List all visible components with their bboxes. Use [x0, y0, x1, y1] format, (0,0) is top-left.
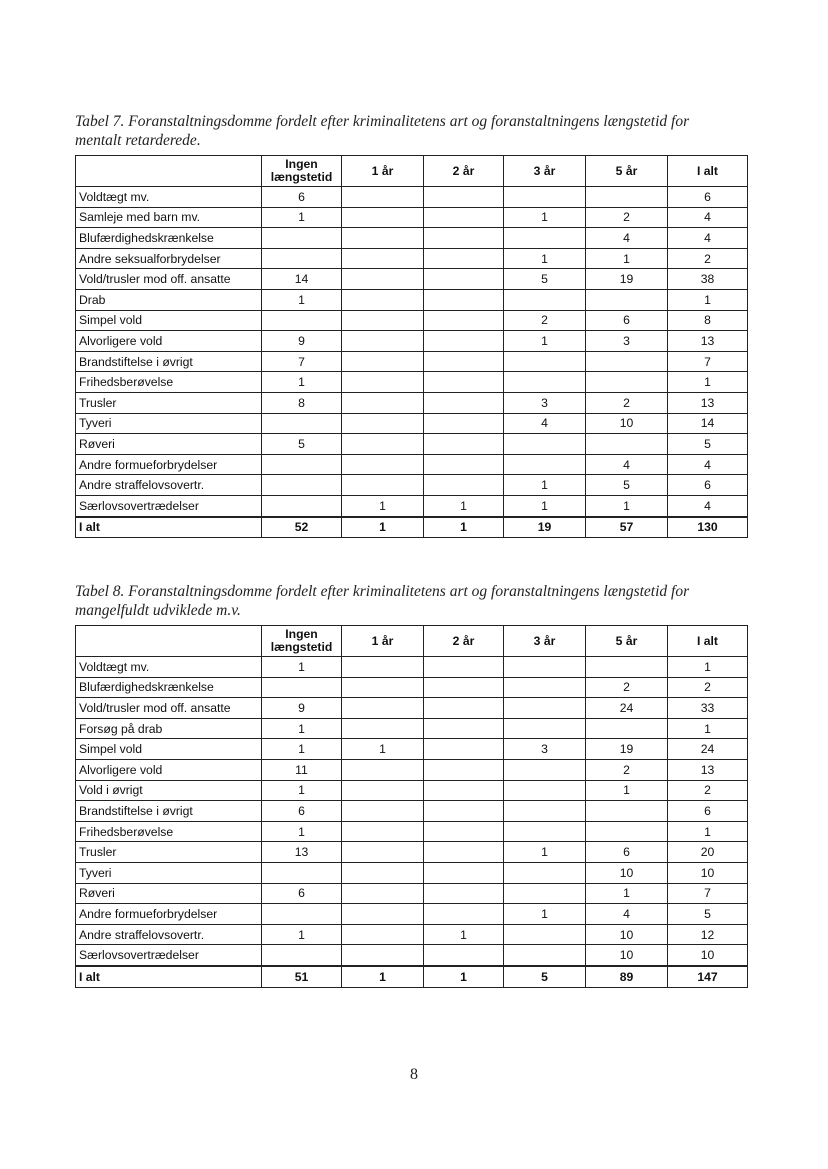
table-cell: 2	[504, 310, 586, 331]
table-cell: 1	[262, 924, 342, 945]
table-cell	[586, 821, 668, 842]
row-label: Frihedsberøvelse	[76, 821, 262, 842]
table-cell	[262, 945, 342, 966]
table-cell	[586, 718, 668, 739]
row-label: Andre straffelovsovertr.	[76, 475, 262, 496]
table-cell: 5	[586, 475, 668, 496]
table-cell: 1	[262, 718, 342, 739]
table-cell: 1	[668, 657, 748, 678]
table-cell: 19	[586, 739, 668, 760]
table-cell	[342, 677, 424, 698]
header-row	[76, 156, 748, 187]
table7	[75, 155, 748, 538]
table-row	[76, 454, 748, 475]
table-cell: 1	[342, 495, 424, 516]
row-label: Alvorligere vold	[76, 759, 262, 780]
table-cell: 33	[668, 698, 748, 719]
table-row	[76, 718, 748, 739]
row-label: Blufærdighedskrænkelse	[76, 677, 262, 698]
table-cell: 19	[586, 269, 668, 290]
row-label: Forsøg på drab	[76, 718, 262, 739]
table-cell: 8	[262, 392, 342, 413]
row-label: Vold/trusler mod off. ansatte	[76, 269, 262, 290]
table-cell: 4	[504, 413, 586, 434]
table-cell: 1	[504, 842, 586, 863]
table-cell: 4	[668, 228, 748, 249]
total-cell: 1	[342, 966, 424, 987]
table-cell: 6	[262, 187, 342, 208]
table-cell: 6	[586, 842, 668, 863]
table-row	[76, 698, 748, 719]
total-cell: 1	[342, 517, 424, 538]
row-label: Voldtægt mv.	[76, 187, 262, 208]
table-cell: 1	[262, 372, 342, 393]
table-row	[76, 739, 748, 760]
table-cell: 5	[668, 904, 748, 925]
row-label: Samleje med barn mv.	[76, 207, 262, 228]
table-cell: 10	[586, 924, 668, 945]
table-cell	[504, 351, 586, 372]
table-cell: 1	[586, 495, 668, 516]
table-cell	[424, 862, 504, 883]
table-cell	[342, 475, 424, 496]
table-row	[76, 351, 748, 372]
total-cell: 5	[504, 966, 586, 987]
table-cell	[342, 801, 424, 822]
column-header: 2 år	[424, 156, 504, 187]
table-row	[76, 475, 748, 496]
table-cell	[342, 413, 424, 434]
table-cell	[424, 207, 504, 228]
row-label: Tyveri	[76, 413, 262, 434]
column-header: 2 år	[424, 626, 504, 657]
table-cell: 4	[668, 454, 748, 475]
table-cell	[342, 248, 424, 269]
header-row	[76, 626, 748, 657]
table-cell	[342, 904, 424, 925]
table-cell: 1	[342, 739, 424, 760]
total-cell: 89	[586, 966, 668, 987]
table-cell	[262, 495, 342, 516]
table-cell	[262, 228, 342, 249]
row-label: Røveri	[76, 883, 262, 904]
table8-caption-line2: mangelfuldt udviklede m.v.	[75, 602, 241, 619]
total-cell: 51	[262, 966, 342, 987]
table-cell	[342, 883, 424, 904]
table-cell	[504, 434, 586, 455]
table-cell: 6	[668, 187, 748, 208]
table-cell: 4	[586, 904, 668, 925]
table-cell	[262, 904, 342, 925]
table-cell	[586, 434, 668, 455]
table-row	[76, 945, 748, 966]
table-cell: 1	[504, 904, 586, 925]
table-cell: 13	[668, 331, 748, 352]
table-cell	[424, 657, 504, 678]
table-cell: 2	[668, 780, 748, 801]
table-cell: 1	[504, 331, 586, 352]
table-cell: 1	[262, 739, 342, 760]
table-row	[76, 331, 748, 352]
total-cell: 130	[668, 517, 748, 538]
table-cell: 6	[586, 310, 668, 331]
table-cell	[504, 718, 586, 739]
table-cell	[342, 924, 424, 945]
row-label: Drab	[76, 289, 262, 310]
table-cell: 2	[668, 248, 748, 269]
table7-caption-line1: Tabel 7. Foranstaltningsdomme fordelt efter kriminalitetens art og foranstaltningens længstetid for	[75, 113, 690, 130]
table-cell: 11	[262, 759, 342, 780]
table-cell	[504, 801, 586, 822]
table-cell	[504, 883, 586, 904]
table8	[75, 625, 748, 988]
total-row	[76, 966, 748, 987]
table-cell: 1	[668, 718, 748, 739]
total-row	[76, 517, 748, 538]
table-row	[76, 801, 748, 822]
table-cell	[424, 310, 504, 331]
table-cell: 1	[424, 495, 504, 516]
total-cell: 57	[586, 517, 668, 538]
table-cell	[586, 372, 668, 393]
table7-caption-line2: mentalt retarderede.	[75, 132, 201, 149]
table-cell	[424, 413, 504, 434]
table-cell	[342, 657, 424, 678]
table-cell	[504, 821, 586, 842]
table-cell	[342, 945, 424, 966]
table-cell: 1	[262, 207, 342, 228]
page-number: 8	[410, 1066, 418, 1083]
table-row	[76, 289, 748, 310]
table-cell: 1	[424, 924, 504, 945]
table-row	[76, 780, 748, 801]
table-cell: 3	[504, 739, 586, 760]
table-cell	[504, 454, 586, 475]
column-header: 1 år	[342, 156, 424, 187]
table-cell: 14	[668, 413, 748, 434]
table-row	[76, 924, 748, 945]
table-cell: 10	[668, 862, 748, 883]
table-cell: 1	[586, 780, 668, 801]
table-cell	[342, 780, 424, 801]
row-label: Voldtægt mv.	[76, 657, 262, 678]
table-row	[76, 677, 748, 698]
table-cell	[424, 351, 504, 372]
table-cell	[504, 657, 586, 678]
row-label: Alvorligere vold	[76, 331, 262, 352]
table-cell	[342, 454, 424, 475]
table-cell	[586, 187, 668, 208]
table-cell: 2	[586, 207, 668, 228]
table-cell: 20	[668, 842, 748, 863]
table-cell	[424, 434, 504, 455]
column-header: 3 år	[504, 626, 586, 657]
total-label: I alt	[76, 966, 262, 987]
column-header: 3 år	[504, 156, 586, 187]
table-cell: 1	[668, 821, 748, 842]
table-cell: 13	[262, 842, 342, 863]
table-row	[76, 207, 748, 228]
table-row	[76, 187, 748, 208]
table-cell: 3	[504, 392, 586, 413]
column-header: Ingen længstetid	[262, 156, 342, 187]
table-cell: 38	[668, 269, 748, 290]
table-cell: 5	[668, 434, 748, 455]
table-cell: 2	[668, 677, 748, 698]
table-cell	[424, 780, 504, 801]
table-cell	[262, 454, 342, 475]
table-cell	[342, 372, 424, 393]
table-row	[76, 657, 748, 678]
row-label: Særlovsovertrædelser	[76, 945, 262, 966]
table-row	[76, 372, 748, 393]
table-cell	[424, 821, 504, 842]
table-cell: 7	[668, 351, 748, 372]
table-cell: 6	[668, 801, 748, 822]
table-cell	[342, 331, 424, 352]
total-cell: 1	[424, 966, 504, 987]
table-cell	[504, 187, 586, 208]
table-cell	[424, 904, 504, 925]
table-cell: 5	[504, 269, 586, 290]
table-row	[76, 413, 748, 434]
row-label: Vold i øvrigt	[76, 780, 262, 801]
table-cell	[262, 413, 342, 434]
table-row	[76, 310, 748, 331]
table-cell: 6	[262, 801, 342, 822]
table-cell: 1	[586, 883, 668, 904]
table-cell	[424, 883, 504, 904]
table-cell	[424, 392, 504, 413]
table-cell: 10	[586, 413, 668, 434]
table-cell	[342, 228, 424, 249]
table-cell	[424, 801, 504, 822]
table-cell	[504, 677, 586, 698]
table-cell	[424, 248, 504, 269]
table-cell	[342, 862, 424, 883]
table-cell: 13	[668, 759, 748, 780]
table-cell	[342, 289, 424, 310]
table-cell	[342, 310, 424, 331]
column-header: Ingen længstetid	[262, 626, 342, 657]
table-row	[76, 228, 748, 249]
table-cell: 7	[668, 883, 748, 904]
table-cell	[424, 739, 504, 760]
table-row	[76, 759, 748, 780]
table-cell	[342, 821, 424, 842]
table-row	[76, 269, 748, 290]
header-blank-cell	[76, 156, 262, 187]
table-cell: 8	[668, 310, 748, 331]
column-header: I alt	[668, 156, 748, 187]
table-cell: 14	[262, 269, 342, 290]
row-label: Andre straffelovsovertr.	[76, 924, 262, 945]
table-cell: 1	[504, 248, 586, 269]
table-row	[76, 434, 748, 455]
table-cell	[424, 289, 504, 310]
row-label: Brandstiftelse i øvrigt	[76, 351, 262, 372]
table-cell: 4	[586, 228, 668, 249]
table-cell	[504, 372, 586, 393]
table-cell	[424, 269, 504, 290]
table-cell: 2	[586, 759, 668, 780]
table-cell	[342, 269, 424, 290]
table-cell	[342, 434, 424, 455]
row-label: Blufærdighedskrænkelse	[76, 228, 262, 249]
total-cell: 19	[504, 517, 586, 538]
table-cell	[424, 718, 504, 739]
table-cell	[424, 677, 504, 698]
table-row	[76, 495, 748, 516]
table-cell	[504, 780, 586, 801]
table-cell	[504, 289, 586, 310]
table-cell	[342, 842, 424, 863]
table-cell: 10	[586, 862, 668, 883]
row-label: Simpel vold	[76, 310, 262, 331]
table-cell: 4	[586, 454, 668, 475]
table-cell: 13	[668, 392, 748, 413]
table-row	[76, 904, 748, 925]
table-cell: 12	[668, 924, 748, 945]
table-cell	[586, 657, 668, 678]
column-header: 5 år	[586, 626, 668, 657]
table-cell: 2	[586, 677, 668, 698]
table-cell	[586, 801, 668, 822]
table-cell: 9	[262, 698, 342, 719]
column-header: 5 år	[586, 156, 668, 187]
table-cell: 2	[586, 392, 668, 413]
table-cell	[504, 924, 586, 945]
column-header: I alt	[668, 626, 748, 657]
row-label: Frihedsberøvelse	[76, 372, 262, 393]
table-cell	[424, 475, 504, 496]
column-header: 1 år	[342, 626, 424, 657]
row-label: Trusler	[76, 392, 262, 413]
table-cell	[424, 945, 504, 966]
table-cell: 24	[668, 739, 748, 760]
table8-caption	[75, 582, 755, 620]
table-cell	[504, 945, 586, 966]
table-cell: 10	[586, 945, 668, 966]
table-cell	[424, 698, 504, 719]
table-cell	[342, 698, 424, 719]
table-cell	[424, 187, 504, 208]
table-cell	[504, 759, 586, 780]
table-cell: 1	[262, 821, 342, 842]
total-label: I alt	[76, 517, 262, 538]
table-cell: 1	[586, 248, 668, 269]
table-cell	[424, 372, 504, 393]
table-cell	[342, 187, 424, 208]
total-cell: 1	[424, 517, 504, 538]
table-cell: 1	[504, 475, 586, 496]
table-cell	[262, 475, 342, 496]
table-cell: 1	[262, 289, 342, 310]
table-cell	[586, 351, 668, 372]
row-label: Særlovsovertrædelser	[76, 495, 262, 516]
table-cell: 1	[668, 372, 748, 393]
table-cell	[504, 698, 586, 719]
table-cell: 6	[262, 883, 342, 904]
table7-caption	[75, 112, 755, 150]
table-cell	[342, 759, 424, 780]
table-cell	[342, 392, 424, 413]
row-label: Vold/trusler mod off. ansatte	[76, 698, 262, 719]
table-cell: 1	[262, 780, 342, 801]
table-cell: 5	[262, 434, 342, 455]
total-cell: 147	[668, 966, 748, 987]
table-cell: 3	[586, 331, 668, 352]
table-cell: 24	[586, 698, 668, 719]
row-label: Røveri	[76, 434, 262, 455]
table-cell	[424, 454, 504, 475]
table-cell: 4	[668, 207, 748, 228]
table-cell	[262, 310, 342, 331]
table-cell: 9	[262, 331, 342, 352]
row-label: Andre formueforbrydelser	[76, 904, 262, 925]
header-blank-cell	[76, 626, 262, 657]
table-cell	[342, 207, 424, 228]
table-row	[76, 392, 748, 413]
table-cell	[504, 862, 586, 883]
row-label: Andre formueforbrydelser	[76, 454, 262, 475]
table-cell: 1	[504, 207, 586, 228]
table-cell	[262, 677, 342, 698]
table-cell: 6	[668, 475, 748, 496]
table-cell	[504, 228, 586, 249]
table-row	[76, 842, 748, 863]
row-label: Trusler	[76, 842, 262, 863]
table-cell	[424, 842, 504, 863]
table-row	[76, 883, 748, 904]
row-label: Tyveri	[76, 862, 262, 883]
table-cell: 7	[262, 351, 342, 372]
table-cell: 4	[668, 495, 748, 516]
table-cell: 1	[668, 289, 748, 310]
table-cell: 10	[668, 945, 748, 966]
table8-caption-line1: Tabel 8. Foranstaltningsdomme fordelt efter kriminalitetens art og foranstaltningens længstetid for	[75, 583, 690, 600]
table-cell	[342, 351, 424, 372]
table-cell	[586, 289, 668, 310]
table-cell: 1	[504, 495, 586, 516]
table-row	[76, 821, 748, 842]
table-row	[76, 862, 748, 883]
row-label: Simpel vold	[76, 739, 262, 760]
row-label: Andre seksualforbrydelser	[76, 248, 262, 269]
table-cell	[424, 331, 504, 352]
table-cell	[342, 718, 424, 739]
table-cell	[262, 862, 342, 883]
table-cell	[424, 759, 504, 780]
table-row	[76, 248, 748, 269]
row-label: Brandstiftelse i øvrigt	[76, 801, 262, 822]
total-cell: 52	[262, 517, 342, 538]
table-cell	[424, 228, 504, 249]
table-cell	[262, 248, 342, 269]
table-cell: 1	[262, 657, 342, 678]
